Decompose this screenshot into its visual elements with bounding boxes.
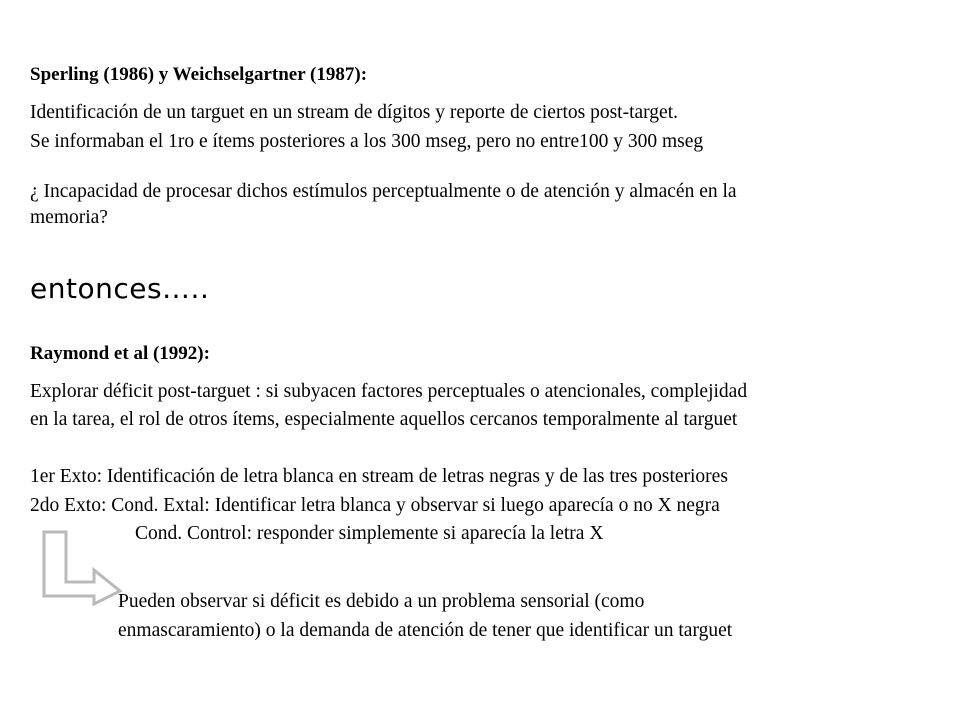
sperling-question-line-1: ¿ Incapacidad de procesar dichos estímulos perceptualmente o de atención y almacén en la bbox=[30, 181, 737, 202]
raymond-line-1: Explorar déficit post-targuet : si subyacen factores perceptuales o atencionales, complejidad bbox=[30, 381, 748, 402]
raymond-heading: Raymond et al (1992): bbox=[30, 343, 210, 364]
raymond-experiment-2: 2do Exto: Cond. Extal: Identificar letra blanca y observar si luego aparecía o no X negra bbox=[30, 495, 720, 516]
sperling-heading: Sperling (1986) y Weichselgartner (1987): bbox=[30, 64, 368, 85]
sperling-line-1: Identificación de un targuet en un stream de dígitos y reporte de ciertos post-target. bbox=[30, 102, 678, 123]
sperling-question-line-2: memoria? bbox=[30, 207, 108, 228]
transition-text: entonces….. bbox=[30, 272, 210, 305]
raymond-experiment-1: 1er Exto: Identificación de letra blanca en stream de letras negras y de las tres posteriores bbox=[30, 466, 728, 487]
bent-down-right-arrow-icon bbox=[36, 528, 126, 608]
conclusion-line-1: Pueden observar si déficit es debido a un problema sensorial (como bbox=[118, 591, 645, 612]
conclusion-line-2: enmascaramiento) o la demanda de atención de tener que identificar un targuet bbox=[118, 620, 733, 641]
sperling-line-2: Se informaban el 1ro e ítems posteriores a los 300 mseg, pero no entre100 y 300 mseg bbox=[30, 131, 704, 152]
raymond-experiment-2-control: Cond. Control: responder simplemente si aparecía la letra X bbox=[135, 523, 604, 544]
raymond-line-2: en la tarea, el rol de otros ítems, especialmente aquellos cercanos temporalmente al targuet bbox=[30, 409, 738, 430]
